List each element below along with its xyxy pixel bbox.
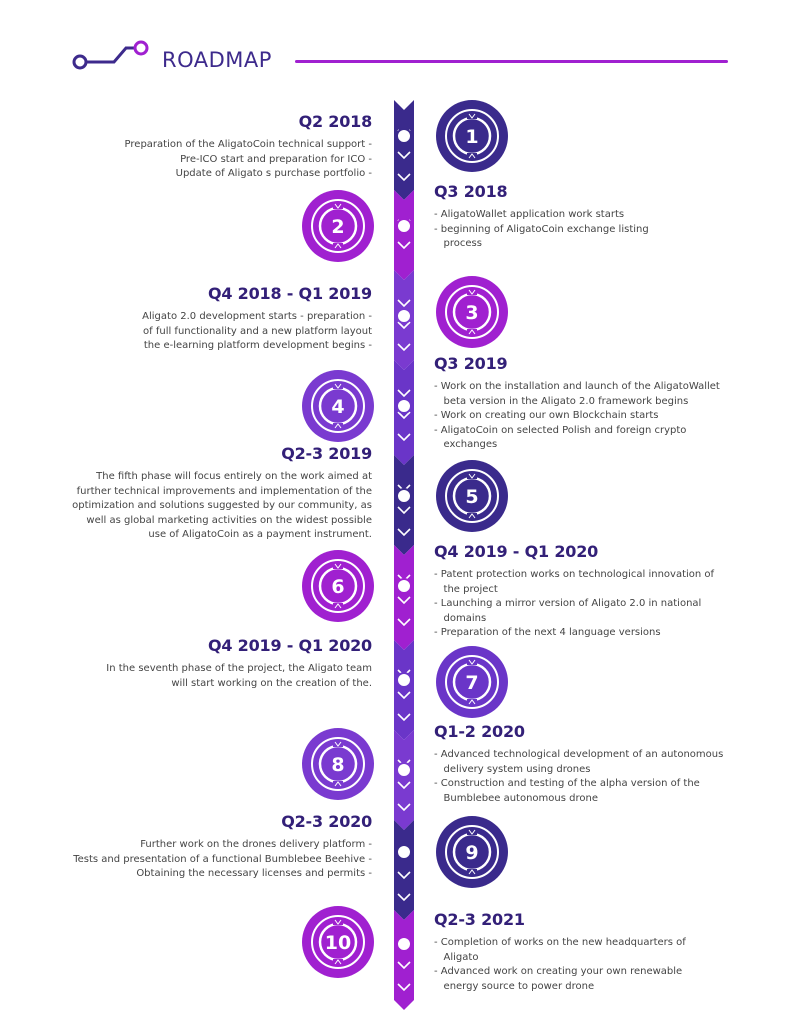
description-line: - Launching a mirror version of Aligato 2.0 in national bbox=[434, 598, 702, 609]
spine-segment bbox=[394, 190, 414, 280]
phase-description bbox=[125, 138, 372, 182]
spine-node bbox=[397, 489, 411, 503]
spine-node bbox=[397, 309, 411, 323]
description-line: the project bbox=[434, 583, 498, 595]
description-line: - Completion of works on the new headquarters of bbox=[434, 937, 686, 948]
description-line: use of AligatoCoin as a payment instrument. bbox=[148, 529, 372, 540]
phase-number: 5 bbox=[465, 486, 479, 508]
description-line: delivery system using drones bbox=[434, 763, 591, 775]
spine-segment bbox=[394, 100, 414, 200]
phase-number: 4 bbox=[331, 396, 345, 418]
phase-number-badge bbox=[434, 458, 508, 532]
description-line: beta version in the Aligato 2.0 framework begins bbox=[434, 395, 689, 407]
description-line: - Advanced work on creating your own renewable bbox=[434, 966, 683, 977]
phase-heading: Q4 2019 - Q1 2020 bbox=[434, 542, 599, 561]
description-line: of full functionality and a new platform layout bbox=[143, 325, 372, 337]
spine-node bbox=[397, 673, 411, 687]
description-line: the e-learning platform development begins - bbox=[143, 340, 372, 351]
spine-segment bbox=[394, 910, 414, 1010]
phase-heading: Q3 2018 bbox=[434, 182, 508, 201]
description-line: Update of Aligato s purchase portfolio - bbox=[175, 168, 372, 179]
spine-segment bbox=[394, 730, 414, 830]
phase-number: 3 bbox=[465, 302, 479, 324]
description-line: Tests and presentation of a functional Bumblebee Beehive - bbox=[73, 853, 372, 865]
phase-number-badge bbox=[300, 188, 374, 262]
phase-number-badge bbox=[300, 904, 374, 978]
spine-segment bbox=[394, 820, 414, 920]
phase-number-badge bbox=[434, 274, 508, 348]
phase-description bbox=[434, 568, 714, 641]
phase-number-badge bbox=[300, 548, 374, 622]
phase-number: 6 bbox=[331, 576, 345, 598]
description-line: well as global marketing activities on the widest possible bbox=[86, 514, 372, 526]
description-line: further technical improvements and implementation of the bbox=[76, 485, 372, 497]
description-line: - Patent protection works on technological innovation of bbox=[434, 569, 715, 580]
phase-heading: Q2 2018 bbox=[298, 112, 372, 131]
spine-node bbox=[397, 579, 411, 593]
description-line: In the seventh phase of the project, the Aligato team bbox=[106, 663, 372, 674]
phase-description bbox=[73, 838, 372, 882]
phase-description bbox=[434, 380, 720, 453]
description-line: Obtaining the necessary licenses and permits - bbox=[136, 868, 372, 879]
phase-heading: Q1-2 2020 bbox=[434, 722, 525, 741]
phase-heading: Q4 2019 - Q1 2020 bbox=[207, 636, 372, 655]
description-line: The fifth phase will focus entirely on the work aimed at bbox=[96, 471, 372, 482]
description-line: Further work on the drones delivery platform - bbox=[140, 839, 372, 850]
phase-heading: Q2-3 2021 bbox=[434, 910, 525, 929]
description-line: will start working on the creation of the. bbox=[171, 677, 372, 689]
phase-heading: Q4 2018 - Q1 2019 bbox=[207, 284, 372, 303]
phase-number: 7 bbox=[465, 672, 479, 694]
phase-number-badge bbox=[300, 368, 374, 442]
description-line: exchanges bbox=[434, 439, 498, 450]
phase-heading: Q2-3 2019 bbox=[281, 444, 372, 463]
description-line: - Construction and testing of the alpha version of the bbox=[434, 778, 700, 789]
description-line: - Preparation of the next 4 language versions bbox=[434, 627, 661, 638]
phase-number: 8 bbox=[331, 754, 345, 776]
description-line: optimization and solutions suggested by our community, as bbox=[72, 500, 372, 511]
spine-node bbox=[397, 219, 411, 233]
description-line: Preparation of the AligatoCoin technical support - bbox=[124, 139, 372, 150]
phase-number: 2 bbox=[331, 216, 345, 238]
phase-description bbox=[434, 748, 723, 806]
description-line: Bumblebee autonomous drone bbox=[434, 792, 598, 804]
phase-number: 9 bbox=[465, 842, 479, 864]
phase-number-badge bbox=[434, 98, 508, 172]
spine-node bbox=[397, 129, 411, 143]
spine-node bbox=[397, 399, 411, 413]
page-title: ROADMAP bbox=[162, 48, 272, 72]
phase-number: 1 bbox=[465, 126, 479, 148]
description-line: process bbox=[434, 238, 482, 249]
description-line: - AligatoCoin on selected Polish and foreign crypto bbox=[434, 424, 687, 436]
description-line: - Work on the installation and launch of the AligatoWallet bbox=[434, 381, 720, 392]
description-line: Aligato bbox=[434, 951, 479, 963]
phase-description bbox=[106, 662, 372, 691]
phase-description bbox=[434, 208, 649, 252]
description-line: energy source to power drone bbox=[434, 980, 595, 992]
phase-description bbox=[142, 310, 372, 354]
phase-number-badge bbox=[434, 814, 508, 888]
phase-description bbox=[72, 470, 372, 543]
spine-segment bbox=[394, 455, 414, 555]
description-line: - beginning of AligatoCoin exchange listing bbox=[434, 223, 649, 235]
spine-node bbox=[397, 763, 411, 777]
description-line: - Work on creating our own Blockchain starts bbox=[434, 410, 659, 421]
phase-number-badge bbox=[300, 726, 374, 800]
phase-description bbox=[434, 936, 686, 994]
phase-number: 10 bbox=[324, 932, 352, 954]
phase-heading: Q3 2019 bbox=[434, 354, 508, 373]
description-line: - Advanced technological development of an autonomous bbox=[434, 749, 724, 760]
phase-heading: Q2-3 2020 bbox=[281, 812, 372, 831]
spine-node bbox=[397, 937, 411, 951]
description-line: Pre-ICO start and preparation for ICO - bbox=[180, 153, 372, 165]
description-line: - AligatoWallet application work starts bbox=[434, 209, 625, 220]
spine-node bbox=[397, 845, 411, 859]
description-line: domains bbox=[434, 612, 487, 624]
description-line: Aligato 2.0 development starts - preparation - bbox=[142, 311, 372, 322]
spine-segment bbox=[394, 545, 414, 650]
phase-number-badge bbox=[434, 644, 508, 718]
spine-segment bbox=[394, 640, 414, 740]
